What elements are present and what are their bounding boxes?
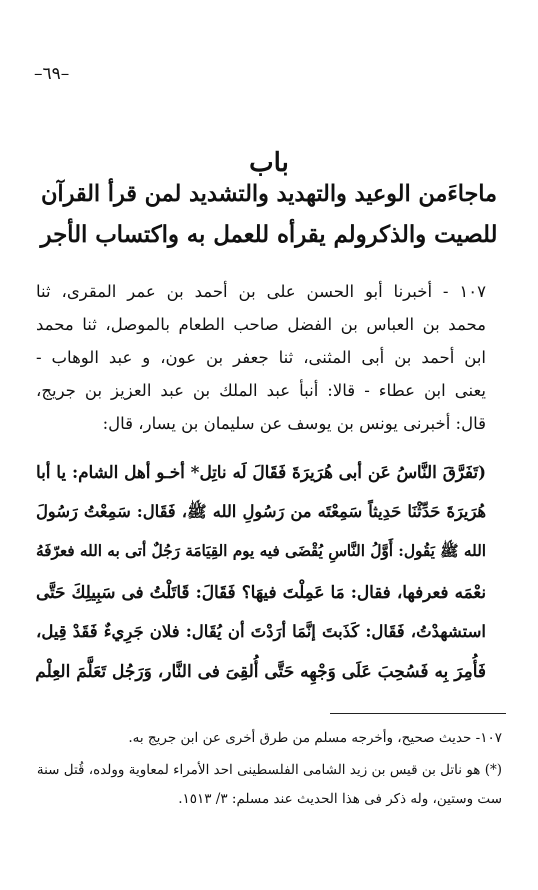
- isnad-line: ابن أحمد بن أبى المثنى، ثنا جعفر بن عون، و عبد الوهاب -: [36, 348, 486, 367]
- chapter-label: باب: [249, 148, 289, 178]
- footnote: ست وستين، وله ذكر فى هذا الحديث عند مسلم: ٣/ ١٥١٣.: [178, 791, 502, 807]
- hadith-line: فَأُمِرَ بِه فَسُحِبَ عَلَى وَجْهِه حَتَّى أُلقِىَ فى النَّار، وَرَجُل تَعَلَّمَ العِلْم: [35, 662, 486, 682]
- chapter-title-line-1: ماجاءَمن الوعيد والتهديد والتشديد لمن قرأ القرآن: [41, 181, 497, 207]
- page-number: –٦٩–: [34, 64, 70, 84]
- isnad-line: محمد بن العباس بن الفضل صاحب الطعام بالموصل، ثنا محمد: [36, 315, 486, 334]
- hadith-line: هُرَيرَةَ حَدِّثْنَا حَدِيثاً سَمِعْتَه من رَسُولِ الله ﷺ، فَقَال: سَمِعْتُ رَسُولَ: [36, 502, 486, 521]
- hadith-line: الله ﷺ يَقُول: أَوَّلُ النَّاسِ يُقْضَى فيه يوم القِيَامَة رَجُلٌ أتى به الله فعرّفَهُ: [36, 542, 486, 560]
- footnote: (*) هو ناتل بن قيس بن زيد الشامى الفلسطينى احد الأمراء لمعاوية وولده، قُتل سنة: [36, 762, 502, 778]
- chapter-title-line-2: للصيت والذكرولم يقرأه للعمل به واكتساب الأجر: [40, 222, 498, 248]
- footnote-separator: [330, 713, 506, 714]
- isnad-line: ١٠٧ - أخبرنا أبو الحسن على بن أحمد بن عمر المقرى، ثنا: [36, 282, 486, 301]
- hadith-line: نعْمَه فعرفها، فقال: مَا عَمِلْتَ فيهَا؟ فَقَالَ: قَاتَلْتُ فى سَبِيلِكَ حَتَّى: [36, 582, 486, 602]
- hadith-line: (تَفَرَّقَ النَّاسُ عَن أبى هُرَيرَةَ فَقَالَ لَه ناتِل* أخـو أهل الشام: يا أبا: [36, 462, 486, 482]
- hadith-line: استشهدْتُ، فَقَال: كَذَبتَ إنَّمَا أرَدْتَ أن يُقَال: فلان جَرِيءٌ فَقَدْ قِيل،: [36, 622, 486, 641]
- isnad-line: يعنى ابن عطاء - قالا: أنبأ عبد الملك بن عبد العزيز بن جريج،: [36, 381, 486, 400]
- isnad-line: قال: أخبرنى يونس بن يوسف عن سليمان بن يسار، قال:: [102, 414, 486, 433]
- footnote: ١٠٧- حديث صحيح، وأخرجه مسلم من طرق أخرى عن ابن جريج به.: [128, 730, 502, 746]
